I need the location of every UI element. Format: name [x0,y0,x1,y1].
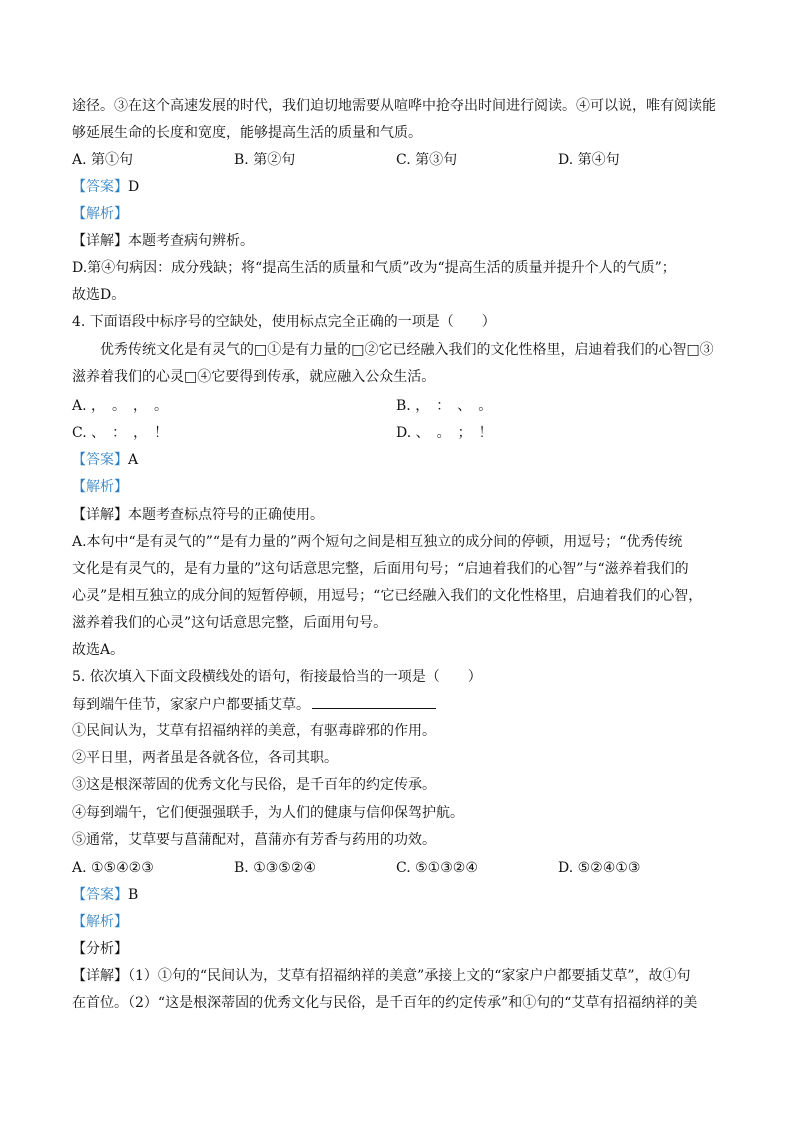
q5-lead [72,694,436,715]
q5-sentence-2: ②平日里，两者虽是各就各位，各司其职。 [72,750,338,766]
fill-blank [312,694,436,709]
intro-line-2: 够延展生命的长度和宽度，能够提高生活的质量和气质。 [72,125,422,141]
q5-sentence-3: ③这是根深蒂固的优秀文化与民俗，是千百年的约定传承。 [72,777,436,793]
q3-detail-line-1: 【详解】本题考查病句辨析。 [72,233,254,249]
q4-stem: 4. 下面语段中标序号的空缺处，使用标点完全正确的一项是（ ） [72,314,496,330]
q5-detail-line-1: 【详解】（1）①句的“民间认为，艾草有招福纳祥的美意”承接上文的“家家户户都要插艾草”，故①句 [72,968,691,984]
q3-option-d: D. 第④句 [558,152,620,168]
q5-option-b: B. ①③⑤②④ [234,860,316,876]
q3-option-a: A. 第①句 [72,152,134,168]
q4-detail-line-1: 【详解】本题考查标点符号的正确使用。 [72,507,324,523]
q3-option-c: C. 第③句 [396,152,458,168]
answer-tag: 【答案】 [72,179,128,195]
q4-detail-line-5: 滋养着我们的心灵”这句话意思完整，后面用句号。 [72,615,388,631]
q5-analysis-tag: 【解析】 [72,914,128,930]
q5-detail-line-2: 在首位。（2）“这是根深蒂固的优秀文化与民俗，是千百年的约定传承”和①句的“艾草有招福纳祥的美 [72,995,698,1011]
q5-option-a: A. ①⑤④②③ [72,860,154,876]
q4-option-b: B. ， ： 、 。 [396,398,493,414]
q5-fenxi: 【分析】 [72,941,128,957]
q3-choose: 故选D。 [72,287,126,303]
answer-value: A [128,452,139,468]
q5-stem: 5. 依次填入下面文段横线处的语句，衔接最恰当的一项是（ ） [72,669,482,685]
q3-analysis-tag: 【解析】 [72,206,128,222]
q4-passage-line-2: 滋养着我们的心灵□④它要得到传承，就应融入公众生活。 [72,369,436,385]
q4-choose: 故选A。 [72,642,125,658]
q3-answer [72,177,139,197]
q5-sentence-5: ⑤通常，艾草要与菖蒲配对，菖蒲亦有芳香与药用的功效。 [72,832,436,848]
q4-option-c: C. 、 ： ， ！ [72,425,169,441]
q4-option-d: D. 、 。 ； ！ [396,425,493,441]
answer-value: D [128,179,140,195]
q3-detail-line-2: D.第④句病因：成分残缺；将“提高生活的质量和气质”改为“提高生活的质量并提升个人的气质”； [72,260,676,276]
q5-option-c: C. ⑤①③②④ [396,860,478,876]
q5-answer [72,885,138,905]
q5-lead-text: 每到端午佳节，家家户户都要插艾草。 [72,697,310,713]
intro-line-1: 途径。③在这个高速发展的时代，我们迫切地需要从喧哗中抢夺出时间进行阅读。④可以说，唯有阅读能 [72,98,716,114]
q4-detail-line-4: 心灵”是相互独立的成分间的短暂停顿，用逗号；“它已经融入我们的文化性格里，启迪着我们的心智， [72,588,703,604]
q4-option-a: A. ， 。 ， 。 [72,398,169,414]
q3-option-b: B. 第②句 [234,152,296,168]
q5-option-d: D. ⑤②④①③ [558,860,641,876]
q5-sentence-1: ①民间认为，艾草有招福纳祥的美意，有驱毒辟邪的作用。 [72,723,436,739]
answer-value: B [128,887,139,903]
q4-detail-line-2: A.本句中“是有灵气的”“是有力量的”两个短句之间是相互独立的成分间的停顿，用逗号；“优秀传统 [72,534,683,550]
q4-detail-line-3: 文化是有灵气的，是有力量的”这句话意思完整，后面用句号；“启迪着我们的心智”与“滋养着我们的 [72,561,689,577]
answer-tag: 【答案】 [72,452,128,468]
q4-answer [72,450,138,470]
q4-passage-line-1: 优秀传统文化是有灵气的□①是有力量的□②它已经融入我们的文化性格里，启迪着我们的心智□③ [100,342,714,358]
q4-analysis-tag: 【解析】 [72,479,128,495]
q5-sentence-4: ④每到端午，它们便强强联手，为人们的健康与信仰保驾护航。 [72,805,464,821]
answer-tag: 【答案】 [72,887,128,903]
